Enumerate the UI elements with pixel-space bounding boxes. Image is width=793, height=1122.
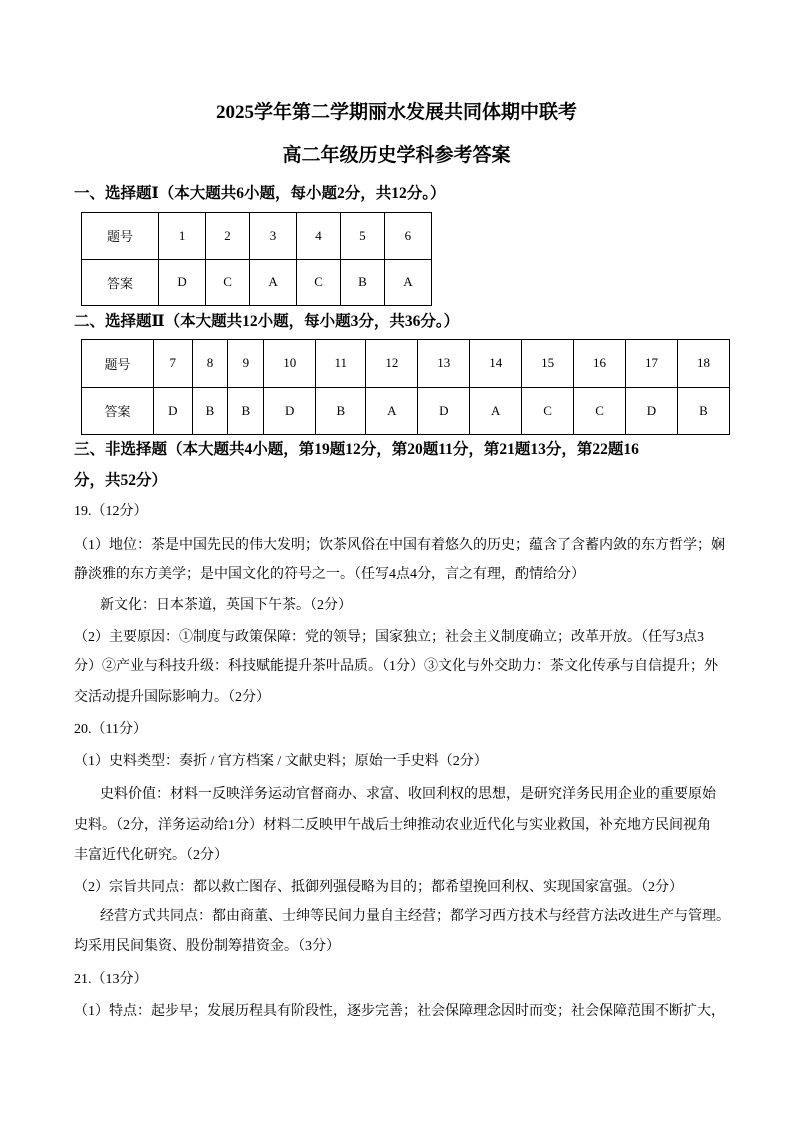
question-cell: 4: [297, 213, 341, 260]
answer-text-line: 史料。（2分，洋务运动给1分）材料二反映甲午战后士绅推动农业近代化与实业救国，补充地方民间视角: [74, 818, 711, 833]
answer-cell: C: [522, 387, 574, 435]
row-label: 题号: [82, 213, 159, 260]
document-title: 2025学年第二学期丽水发展共同体期中联考: [215, 102, 577, 123]
answer-cell: A: [249, 259, 296, 306]
question-cell: 11: [316, 340, 366, 388]
answer-cell: D: [264, 387, 316, 435]
section2-heading: 二、选择题Ⅱ（本大题共12小题，每小题3分，共36分。）: [74, 313, 460, 330]
answer-text-line: 分）②产业与科技升级：科技赋能提升茶叶品质。（1分）③文化与外交助力：茶文化传承与自信提升；外: [74, 659, 718, 674]
question-cell: 8: [192, 340, 228, 388]
answer-text-line: 丰富近代化研究。（2分）: [74, 848, 228, 863]
row-label: 答案: [82, 259, 159, 306]
answer-text-line: 交活动提升国际影响力。（2分）: [74, 690, 270, 705]
question-cell: 1: [159, 213, 206, 260]
answer-table-1: [81, 212, 432, 306]
answer-cell: D: [418, 387, 470, 435]
answer-cell: A: [384, 259, 431, 306]
answer-text-line: 静淡雅的东方美学；是中国文化的符号之一。（任写4点4分，言之有理，酌情给分）: [74, 567, 585, 582]
answer-cell: C: [297, 259, 341, 306]
answer-text-line: （2）宗旨共同点：都以救亡图存、抵御列强侵略为目的；都希望挽回利权、实现国家富强。（2分）: [74, 880, 683, 895]
answer-cell: D: [159, 259, 206, 306]
question-cell: 6: [384, 213, 431, 260]
answer-cell: B: [677, 387, 729, 435]
question-cell: 12: [366, 340, 418, 388]
answer-cell: C: [574, 387, 626, 435]
answer-text-line: 20.（11分）: [74, 722, 147, 737]
question-row: [82, 340, 730, 388]
question-cell: 7: [154, 340, 193, 388]
answer-text-line: （1）特点：起步早；发展历程具有阶段性，逐步完善；社会保障理念因时而变；社会保障范围不断扩大，: [74, 1004, 725, 1019]
answer-text-line: 新文化：日本茶道，英国下午茶。（2分）: [100, 598, 352, 613]
question-cell: 18: [677, 340, 729, 388]
answer-cell: D: [154, 387, 193, 435]
answer-cell: B: [316, 387, 366, 435]
answer-text-line: （2）主要原因：①制度与政策保障：党的领导；国家独立；社会主义制度确立；改革开放。（任写3点3: [74, 630, 704, 645]
section3-heading-line1: 三、非选择题（本大题共4小题，第19题12分，第20题11分，第21题13分，第22题16: [74, 441, 639, 458]
answer-table-2: [81, 339, 730, 435]
answer-cell: C: [206, 259, 250, 306]
section1-heading: 一、选择题Ⅰ（本大题共6小题，每小题2分，共12分。）: [74, 185, 446, 202]
answer-text-line: 19.（12分）: [74, 504, 148, 519]
answer-row: [82, 387, 730, 435]
section3-heading-line2: 分，共52分）: [74, 472, 168, 489]
answer-text-line: （1）地位：茶是中国先民的伟大发明；饮茶风俗在中国有着悠久的历史；蕴含了含蓄内敛的东方哲学；娴: [74, 538, 725, 553]
answer-cell: B: [340, 259, 384, 306]
answer-text-line: （1）史料类型：奏折 / 官方档案 / 文献史料；原始一手史料（2分）: [74, 754, 488, 769]
answer-text-line: 经营方式共同点：都由商董、士绅等民间力量自主经营；都学习西方技术与经营方法改进生产与管理。: [100, 909, 730, 924]
answer-cell: D: [626, 387, 678, 435]
answer-cell: A: [470, 387, 522, 435]
question-cell: 15: [522, 340, 574, 388]
answer-cell: B: [192, 387, 228, 435]
answer-text-line: 21.（13分）: [74, 972, 148, 987]
question-cell: 2: [206, 213, 250, 260]
question-cell: 5: [340, 213, 384, 260]
answer-cell: A: [366, 387, 418, 435]
answer-text-line: 均采用民间集资、股份制筹措资金。（3分）: [74, 939, 340, 954]
question-cell: 3: [249, 213, 296, 260]
answer-text-line: 史料价值：材料一反映洋务运动官督商办、求富、收回利权的思想，是研究洋务民用企业的重要原始: [100, 787, 716, 802]
question-cell: 13: [418, 340, 470, 388]
question-cell: 14: [470, 340, 522, 388]
question-cell: 17: [626, 340, 678, 388]
answer-cell: B: [228, 387, 264, 435]
question-row: [82, 213, 432, 260]
row-label: 答案: [82, 387, 154, 435]
answer-row: [82, 259, 432, 306]
question-cell: 9: [228, 340, 264, 388]
question-cell: 10: [264, 340, 316, 388]
document-subtitle: 高二年级历史学科参考答案: [282, 145, 511, 166]
row-label: 题号: [82, 340, 154, 388]
question-cell: 16: [574, 340, 626, 388]
